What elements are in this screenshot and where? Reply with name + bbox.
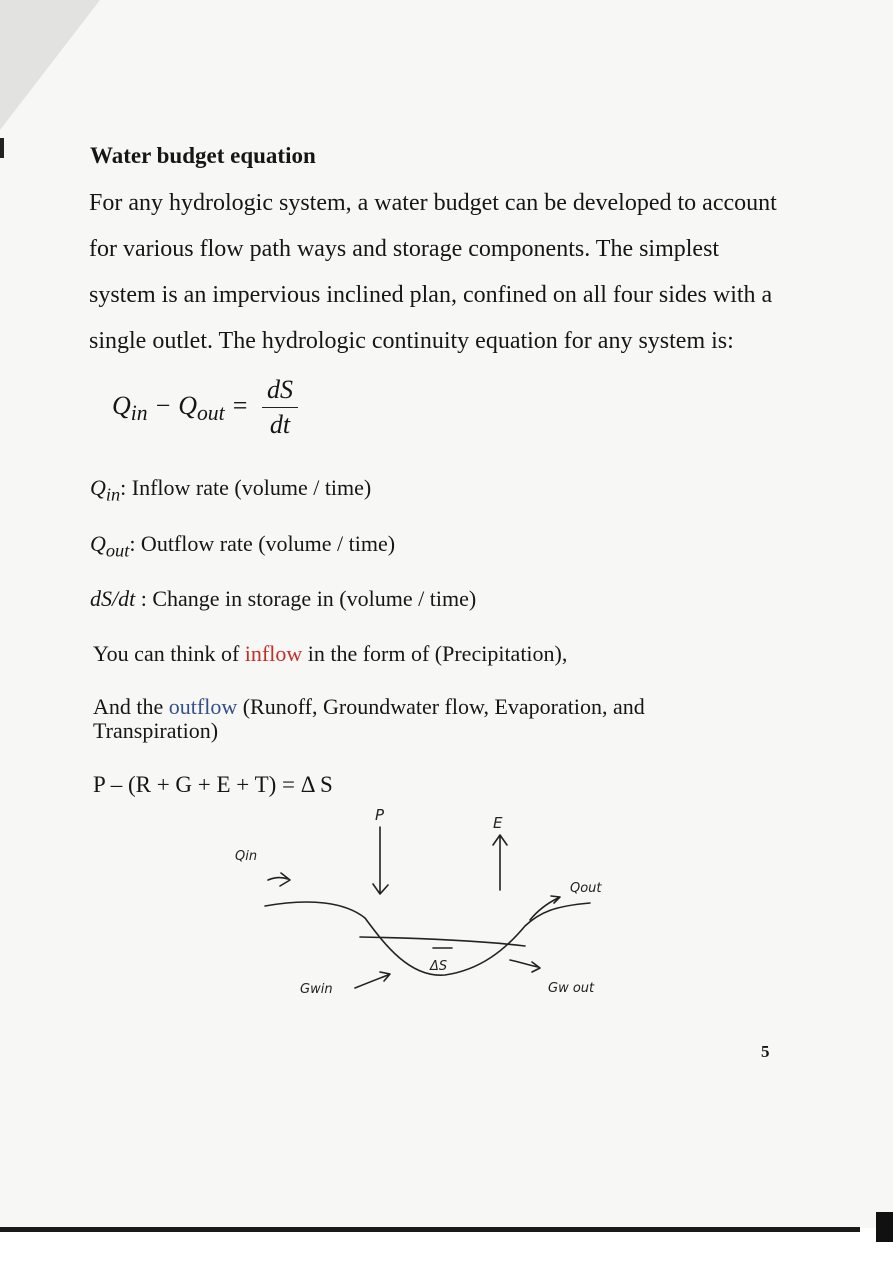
- sentence-text: And the: [93, 694, 169, 719]
- sentence-text: in the form of (Precipitation),: [302, 641, 568, 666]
- q-symbol: Q: [112, 391, 131, 420]
- minus-sign: −: [147, 391, 179, 420]
- sketch-label-qin: Qin: [235, 849, 258, 864]
- water-budget-sketch: [220, 800, 640, 1010]
- groundwater-out-arrow: [510, 960, 540, 972]
- definition-text: : Inflow rate (volume / time): [120, 475, 372, 500]
- inflow-sentence: [93, 641, 567, 667]
- intro-line: For any hydrologic system, a water budget can be developed to account: [89, 190, 777, 216]
- water-surface: [360, 937, 525, 946]
- sketch-label-gw-in: Gwin: [300, 982, 333, 997]
- out-subscript: out: [196, 401, 225, 426]
- q-symbol: Q: [178, 391, 197, 420]
- evaporation-arrow: [493, 835, 507, 890]
- definition-text: : Change in storage in (volume / time): [135, 586, 477, 611]
- sentence-text: Transpiration): [93, 718, 219, 743]
- definition-subscript: in: [105, 484, 121, 505]
- sketch-label-qout: Qout: [570, 881, 602, 896]
- page-number: 5: [761, 1042, 770, 1061]
- definition-dsdt: [90, 586, 476, 612]
- section-heading: Water budget equation: [90, 143, 316, 168]
- equals-sign: =: [224, 391, 249, 420]
- groundwater-in-arrow: [355, 972, 390, 988]
- definition-symbol: Q: [90, 531, 106, 556]
- in-subscript: in: [130, 401, 148, 426]
- sentence-text: You can think of: [93, 641, 245, 666]
- sketch-label-gw-out: Gw out: [548, 981, 595, 996]
- definition-symbol: Q: [90, 475, 106, 500]
- intro-line: system is an impervious inclined plan, confined on all four sides with a: [89, 282, 773, 308]
- inflow-highlight: inflow: [244, 641, 303, 666]
- definition-subscript: out: [105, 540, 130, 561]
- fraction-denominator: dt: [269, 410, 291, 439]
- fraction-numerator: dS: [262, 375, 298, 408]
- sketch-label-precipitation: P: [375, 806, 385, 824]
- precipitation-arrow: [373, 827, 388, 894]
- definition-symbol: dS/dt: [90, 586, 136, 611]
- equation-lhs: [112, 391, 249, 426]
- inflow-arrow: [268, 873, 290, 886]
- outflow-highlight: outflow: [168, 694, 238, 719]
- outflow-sentence: [93, 695, 645, 743]
- sentence-text: (Runoff, Groundwater flow, Evaporation, and: [237, 694, 645, 719]
- intro-line: for various flow path ways and storage components. The simplest: [89, 236, 720, 262]
- continuity-equation: [112, 375, 352, 445]
- intro-paragraph: [89, 180, 804, 364]
- intro-line: single outlet. The hydrologic continuity equation for any system is:: [89, 328, 734, 354]
- equation-fraction: [262, 375, 298, 440]
- water-balance-equation: P – (R + G + E + T) = Δ S: [93, 772, 333, 797]
- definition-qin: [90, 475, 371, 505]
- sketch-label-storage: ΔS: [430, 959, 448, 974]
- definition-qout: [90, 531, 395, 561]
- sketch-label-evaporation: E: [493, 814, 503, 832]
- definition-text: : Outflow rate (volume / time): [129, 531, 396, 556]
